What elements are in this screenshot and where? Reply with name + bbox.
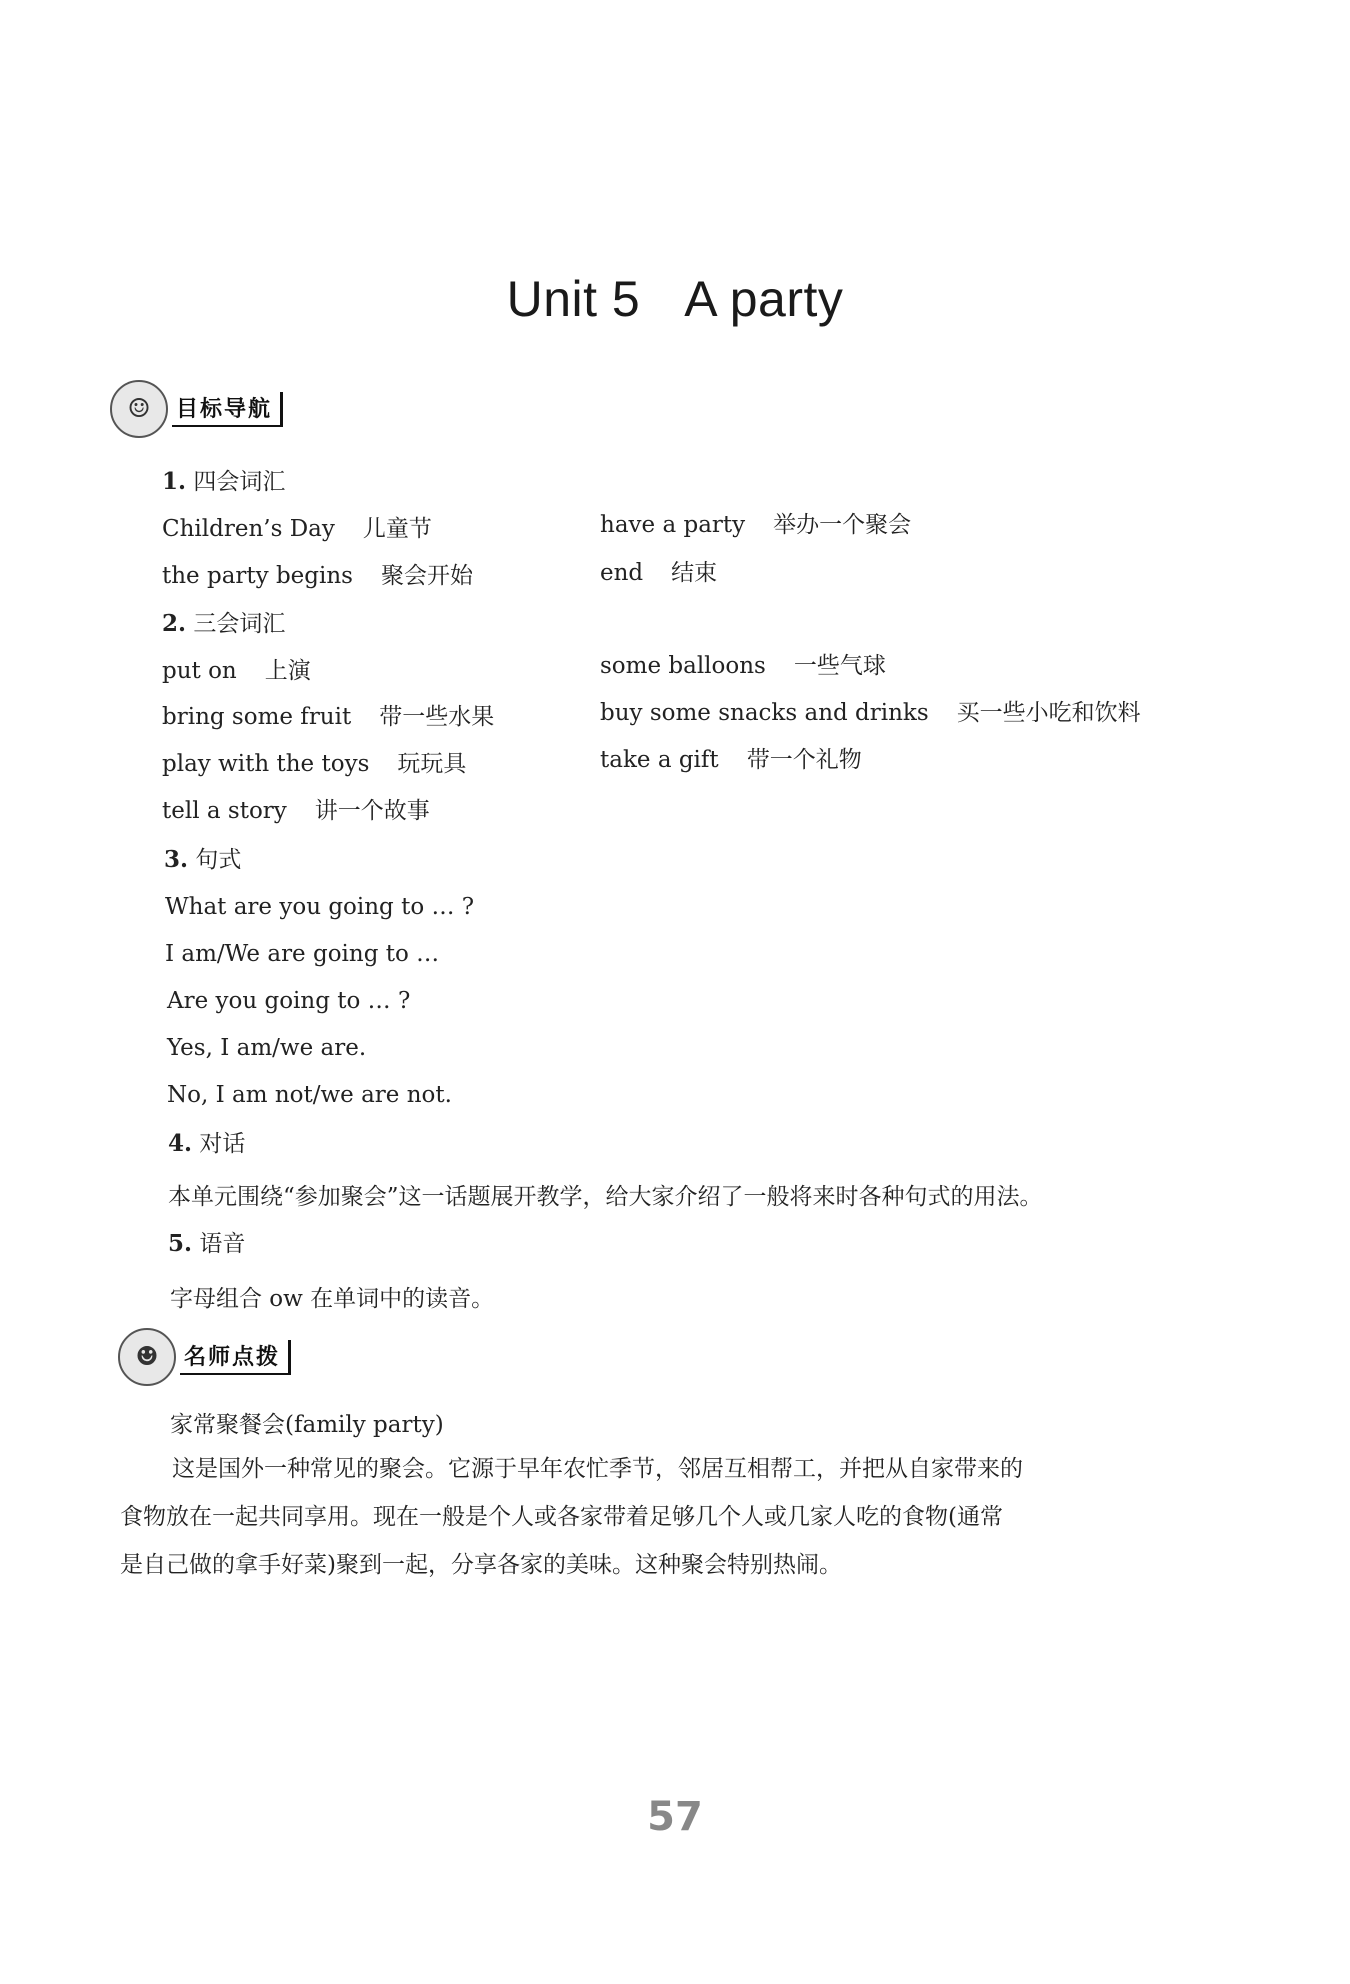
heading-four-skills: 1. 四会词汇 (162, 468, 286, 495)
tips-paragraph-line: 是自己做的拿手好菜)聚到一起，分享各家的美味。这种聚会特别热闹。 (120, 1552, 842, 1578)
heading-phonics: 5. 语音 (168, 1230, 246, 1257)
sentence-line: What are you going to … ? (165, 894, 475, 920)
vocab-item: take a gift 带一个礼物 (600, 747, 862, 773)
vocab-item: end 结束 (600, 560, 718, 586)
vocab-item: play with the toys 玩玩具 (162, 751, 467, 777)
badge-label-goals: 目标导航 (172, 392, 283, 427)
heading-three-skills: 2. 三会词汇 (162, 610, 286, 637)
girl-mascot-icon: ☺ (110, 380, 168, 438)
vocab-item: the party begins 聚会开始 (162, 563, 473, 589)
unit-topic: A party (684, 271, 844, 327)
badge-label-tips: 名师点拨 (180, 1340, 291, 1375)
vocab-item: buy some snacks and drinks 买一些小吃和饮料 (600, 700, 1141, 726)
heading-dialogue: 4. 对话 (168, 1130, 246, 1157)
sentence-line: Yes, I am/we are. (167, 1035, 367, 1061)
page-number: 57 (647, 1794, 703, 1840)
phonics-description: 字母组合 ow 在单词中的读音。 (170, 1286, 495, 1312)
vocab-item: put on 上演 (162, 658, 311, 684)
vocab-item: tell a story 讲一个故事 (162, 798, 430, 824)
sentence-line: No, I am not/we are not. (167, 1082, 452, 1108)
section-badge-tips (118, 1328, 291, 1386)
vocab-item: bring some fruit 带一些水果 (162, 704, 495, 730)
section-badge-goals (110, 380, 283, 438)
boy-mascot-icon: ☻ (118, 1328, 176, 1386)
tips-subtitle: 家常聚餐会(family party) (170, 1412, 444, 1438)
heading-sentences: 3. 句式 (164, 846, 242, 873)
tips-paragraph-line: 食物放在一起共同享用。现在一般是个人或各家带着足够几个人或几家人吃的食物(通常 (120, 1504, 1003, 1530)
sentence-line: Are you going to … ? (167, 988, 411, 1014)
dialogue-description: 本单元围绕“参加聚会”这一话题展开教学，给大家介绍了一般将来时各种句式的用法。 (168, 1184, 1043, 1210)
unit-title (0, 270, 1350, 328)
vocab-item: have a party 举办一个聚会 (600, 512, 912, 538)
unit-number: Unit 5 (506, 271, 641, 327)
sentence-line: I am/We are going to … (165, 941, 440, 967)
vocab-item: Children’s Day 儿童节 (162, 516, 432, 542)
vocab-item: some balloons 一些气球 (600, 653, 886, 679)
tips-paragraph-line: 这是国外一种常见的聚会。它源于早年农忙季节，邻居互相帮工，并把从自家带来的 (172, 1456, 1023, 1482)
